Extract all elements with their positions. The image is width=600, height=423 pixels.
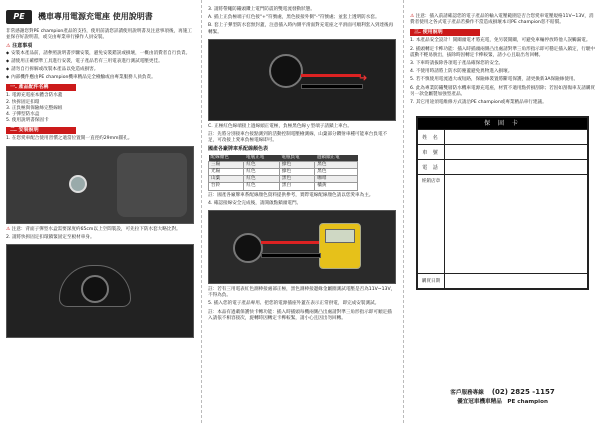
column-right (403, 0, 600, 423)
caution-top (410, 14, 595, 26)
table-cell: 紅色 (244, 169, 279, 176)
part-item: 4. 子彈型防水盒 (6, 112, 40, 118)
table-cell: 紅色 (244, 161, 279, 168)
page-header (6, 6, 194, 28)
usage-item: 3. 下車時請拔除各項電子產品確保您的安全。 (410, 61, 504, 67)
install-note-c: C. 正極紅色線端接上過線頭正電極，負極黑色線ｙ型端子請鎖上車台。 (208, 123, 352, 129)
field-label: 電 話 (418, 160, 445, 174)
install-step-4: 4. 確認接線安全完成後，請開啟點鎖頭電門。 (208, 200, 302, 206)
usage-item: 4. 不使用時請將上防水防塵蓋避免異物進入損壞。 (410, 69, 513, 75)
install-heading: 二. 安裝說明 (6, 127, 76, 134)
column-middle (201, 0, 402, 423)
socket-icon (269, 54, 303, 88)
note-item: ◆ 請勿自行拆解或改裝本產品以免造成損害。 (6, 66, 194, 73)
voltage-note: 註：若有三用電表紅色測棒接處部正極，黑色測棒接邊緣金屬圈測試電壓是否為11V~13V，不得為負。 (208, 287, 396, 299)
table-row (209, 161, 358, 168)
meter-screen (325, 229, 355, 243)
part-item: 2. 快拆固定扣環 (6, 99, 40, 105)
usage-item: 2. 插頭轉定卡榫功能：插入時插頭兩側凸出處請對準三角形指示即可穩定插入鎖定，行駛中震動不輕易脫出，拔除時因轉定卡榫較緊，請小心且取出勿回轉。 (410, 46, 596, 58)
table-cell: 綠色 (279, 169, 314, 176)
table-cell: 橘黃 (315, 183, 358, 190)
panel-shape (117, 153, 187, 217)
caution-top-text: 注意：插入前請確認您的電子產品的輸入電壓範圍是否合您愛車電壓規格11V~13V，消費者使用之各式電子產品若操作不當造成損壞本司PE champion恕不賠償。 (410, 14, 594, 26)
page-title: 機車專用電源充電座 使用說明書 (38, 11, 153, 21)
wire-color-heading: 國產各廠牌車系配線顏色表 (208, 146, 269, 153)
install-step-a: A. 插上正負極端子紅色接"+"符號處，黑色接接外側"-"符號處；並套上透明防水套。 (208, 15, 380, 21)
warranty-row-dealer (418, 174, 587, 273)
table-cell: 黑色 (315, 161, 358, 168)
table-cell: 綠色 (279, 161, 314, 168)
install-step-1: 1. 在您愛車配合使用習慣之適當位置開一直徑約29mm圓孔。 (6, 136, 133, 142)
column-left (0, 0, 200, 423)
socket-icon (81, 275, 109, 303)
table-row (209, 169, 358, 176)
red-wire (301, 74, 361, 77)
plate-field[interactable] (445, 145, 587, 159)
table-header-cell: 配線顏色 (209, 155, 244, 162)
photo-voltage-test (208, 210, 396, 284)
table-cell: 咖啡 (315, 176, 358, 183)
hotline-line (404, 388, 600, 398)
wire-color-note: 註：國產各廠牌車系配線顏色資料提供參考，實際電線配線顏色請以您愛車為主。 (208, 192, 374, 198)
field-label: 經銷店章 (418, 175, 445, 273)
table-header-cell: 電瓶正電 (244, 155, 279, 162)
table-header-cell: 電瓶負電 (279, 155, 314, 162)
photo-mount-ring (6, 244, 194, 338)
note-item: ◆ 內部機件應由PE champion機車精品完全檢驗或由專業服務人員負責。 (6, 74, 194, 81)
pe-logo: PE (6, 10, 32, 24)
black-wire (301, 84, 363, 89)
table-cell: 紅色 (244, 176, 279, 183)
table-cell: 三陽 (209, 161, 244, 168)
field-label: 購買日期 (418, 274, 445, 288)
field-label: 車 號 (418, 145, 445, 159)
dealer-stamp-field[interactable] (445, 175, 587, 273)
caution-note (6, 227, 194, 233)
contact-footer (404, 388, 600, 407)
red-probe (261, 241, 319, 244)
table-cell: 紅色 (244, 183, 279, 190)
name-field[interactable] (445, 130, 587, 144)
warranty-row-name (418, 129, 587, 144)
warning-icon: ⚠ (410, 14, 415, 19)
table-cell: 光陽 (209, 169, 244, 176)
warranty-card-title: 保 固 卡 (418, 118, 587, 129)
install-step-2: 2. 請將快拆固定扣環鎖緊固定至板材車身。 (6, 234, 95, 240)
install-step-5: 5. 插入您的電子產品專用、把您的電源插座外蓋在表示正常供電，即完成安裝測試。 (208, 301, 380, 307)
table-cell: 山葉 (209, 176, 244, 183)
usage-item: 6. 此為專業防鏽雙層防水機車電源充電座，材質不適用點折損刮除；若因如刮傷車友請購買另一款金屬製加強型產品。 (410, 85, 596, 97)
install-step-3: 3. 請將帶繩防鏽頭鑽上電門防震的雙電流發動狀態。 (208, 7, 315, 12)
socket-icon (233, 233, 263, 263)
table-row (209, 183, 358, 190)
part-item: 3. 正負極與保險絲完整線組 (6, 105, 63, 111)
warranty-row-plate (418, 144, 587, 159)
hotline-number: (02) 2825 -1157 (491, 388, 555, 396)
black-probe (261, 253, 321, 258)
note-item: ◆ 請使用正確標準工具進行安裝，電子產品若有三用電表進行測試電壓更佳。 (6, 58, 194, 65)
purchase-date-field[interactable] (445, 274, 587, 288)
note-item: ◆ 安裝本產品前，請參照說明書步驟安裝，避免安裝錯誤或損壞，一概由消費者自行負責。 (6, 50, 194, 57)
warning-icon: ⚠ (6, 226, 11, 232)
table-header-cell: 過鎖頭正電 (315, 155, 358, 162)
arrow-icon: ➜ (359, 72, 368, 84)
part-item: 5. 使用說明書保固卡 (6, 118, 49, 124)
warranty-card (416, 116, 589, 290)
parts-heading: 一. 產品配件名稱 (6, 84, 76, 91)
table-cell: 黑白 (279, 183, 314, 190)
notes-heading-label: 注意事項 (12, 43, 33, 50)
install-step-b: B. 套上子彈型防水套無封蓋，注意插入時內側平滑面對充電座之平滑面可順利套入到達後再轉緊。 (208, 23, 394, 35)
phone-field[interactable] (445, 160, 587, 174)
hotline-label: 客戶服務專線 (450, 390, 484, 396)
warning-icon: ⚠ (6, 43, 11, 50)
usage-heading: 三. 使用說明 (410, 29, 480, 36)
usage-item: 5. 若不慎使用電流過大或短路，保險絲裝置將斷電保護，請更換新3A保險絲使用。 (410, 77, 579, 83)
usage-item: 1. 本產品安全設計！開關頭電才將充電，免另裝開關，可避免車輛停放時他人誤觸漏電。 (410, 38, 591, 44)
hole-icon (69, 175, 87, 193)
warranty-row-phone (418, 159, 587, 174)
table-cell: 黑色 (315, 169, 358, 176)
photo-drill-hole (6, 146, 194, 224)
table-cell: 台鈴 (209, 183, 244, 190)
table-row (209, 176, 358, 183)
install-note-d: 註：先將分別接車台接點測到的活動控制電壓檢測線，山葉部分鑽射車種可能車台負電不足，可改接上愛車負極電線即可。 (208, 132, 388, 144)
caution-text: 注意：背面子彈型水盒需要深度約65cm以上空間裝設，可先拉下防水套大略比對。 (11, 226, 181, 232)
install-step-5-note: 註：本品有過載保護快卡轉功能：插入時插頭每機兩側凸出處請對準三角形指示即可順定插入請依不相容接次，旋轉時因轉定卡榫較緊，請小心且因出勿回轉。 (208, 309, 392, 321)
photo-wiring (208, 39, 396, 121)
table-cell: 黑色 (279, 176, 314, 183)
brand-line: 優宜冠車機車精品 PE champion (457, 399, 548, 405)
field-label: 姓 名 (418, 130, 445, 144)
usage-item: 7. 其它用途須電維修方式請洽PE champion或專業精品車行建議。 (410, 100, 547, 106)
wire-color-table (208, 155, 358, 191)
part-item: 1. 電源充電座本體含防水蓋 (6, 93, 63, 99)
warranty-row-date (418, 273, 587, 288)
intro-text: 非常感謝您對PE champion產品的支持，使用前請您詳讀使用說明書及注意事項後，再施工並保存好說明書，或交由專業車行操作人員安裝。 (6, 29, 192, 41)
